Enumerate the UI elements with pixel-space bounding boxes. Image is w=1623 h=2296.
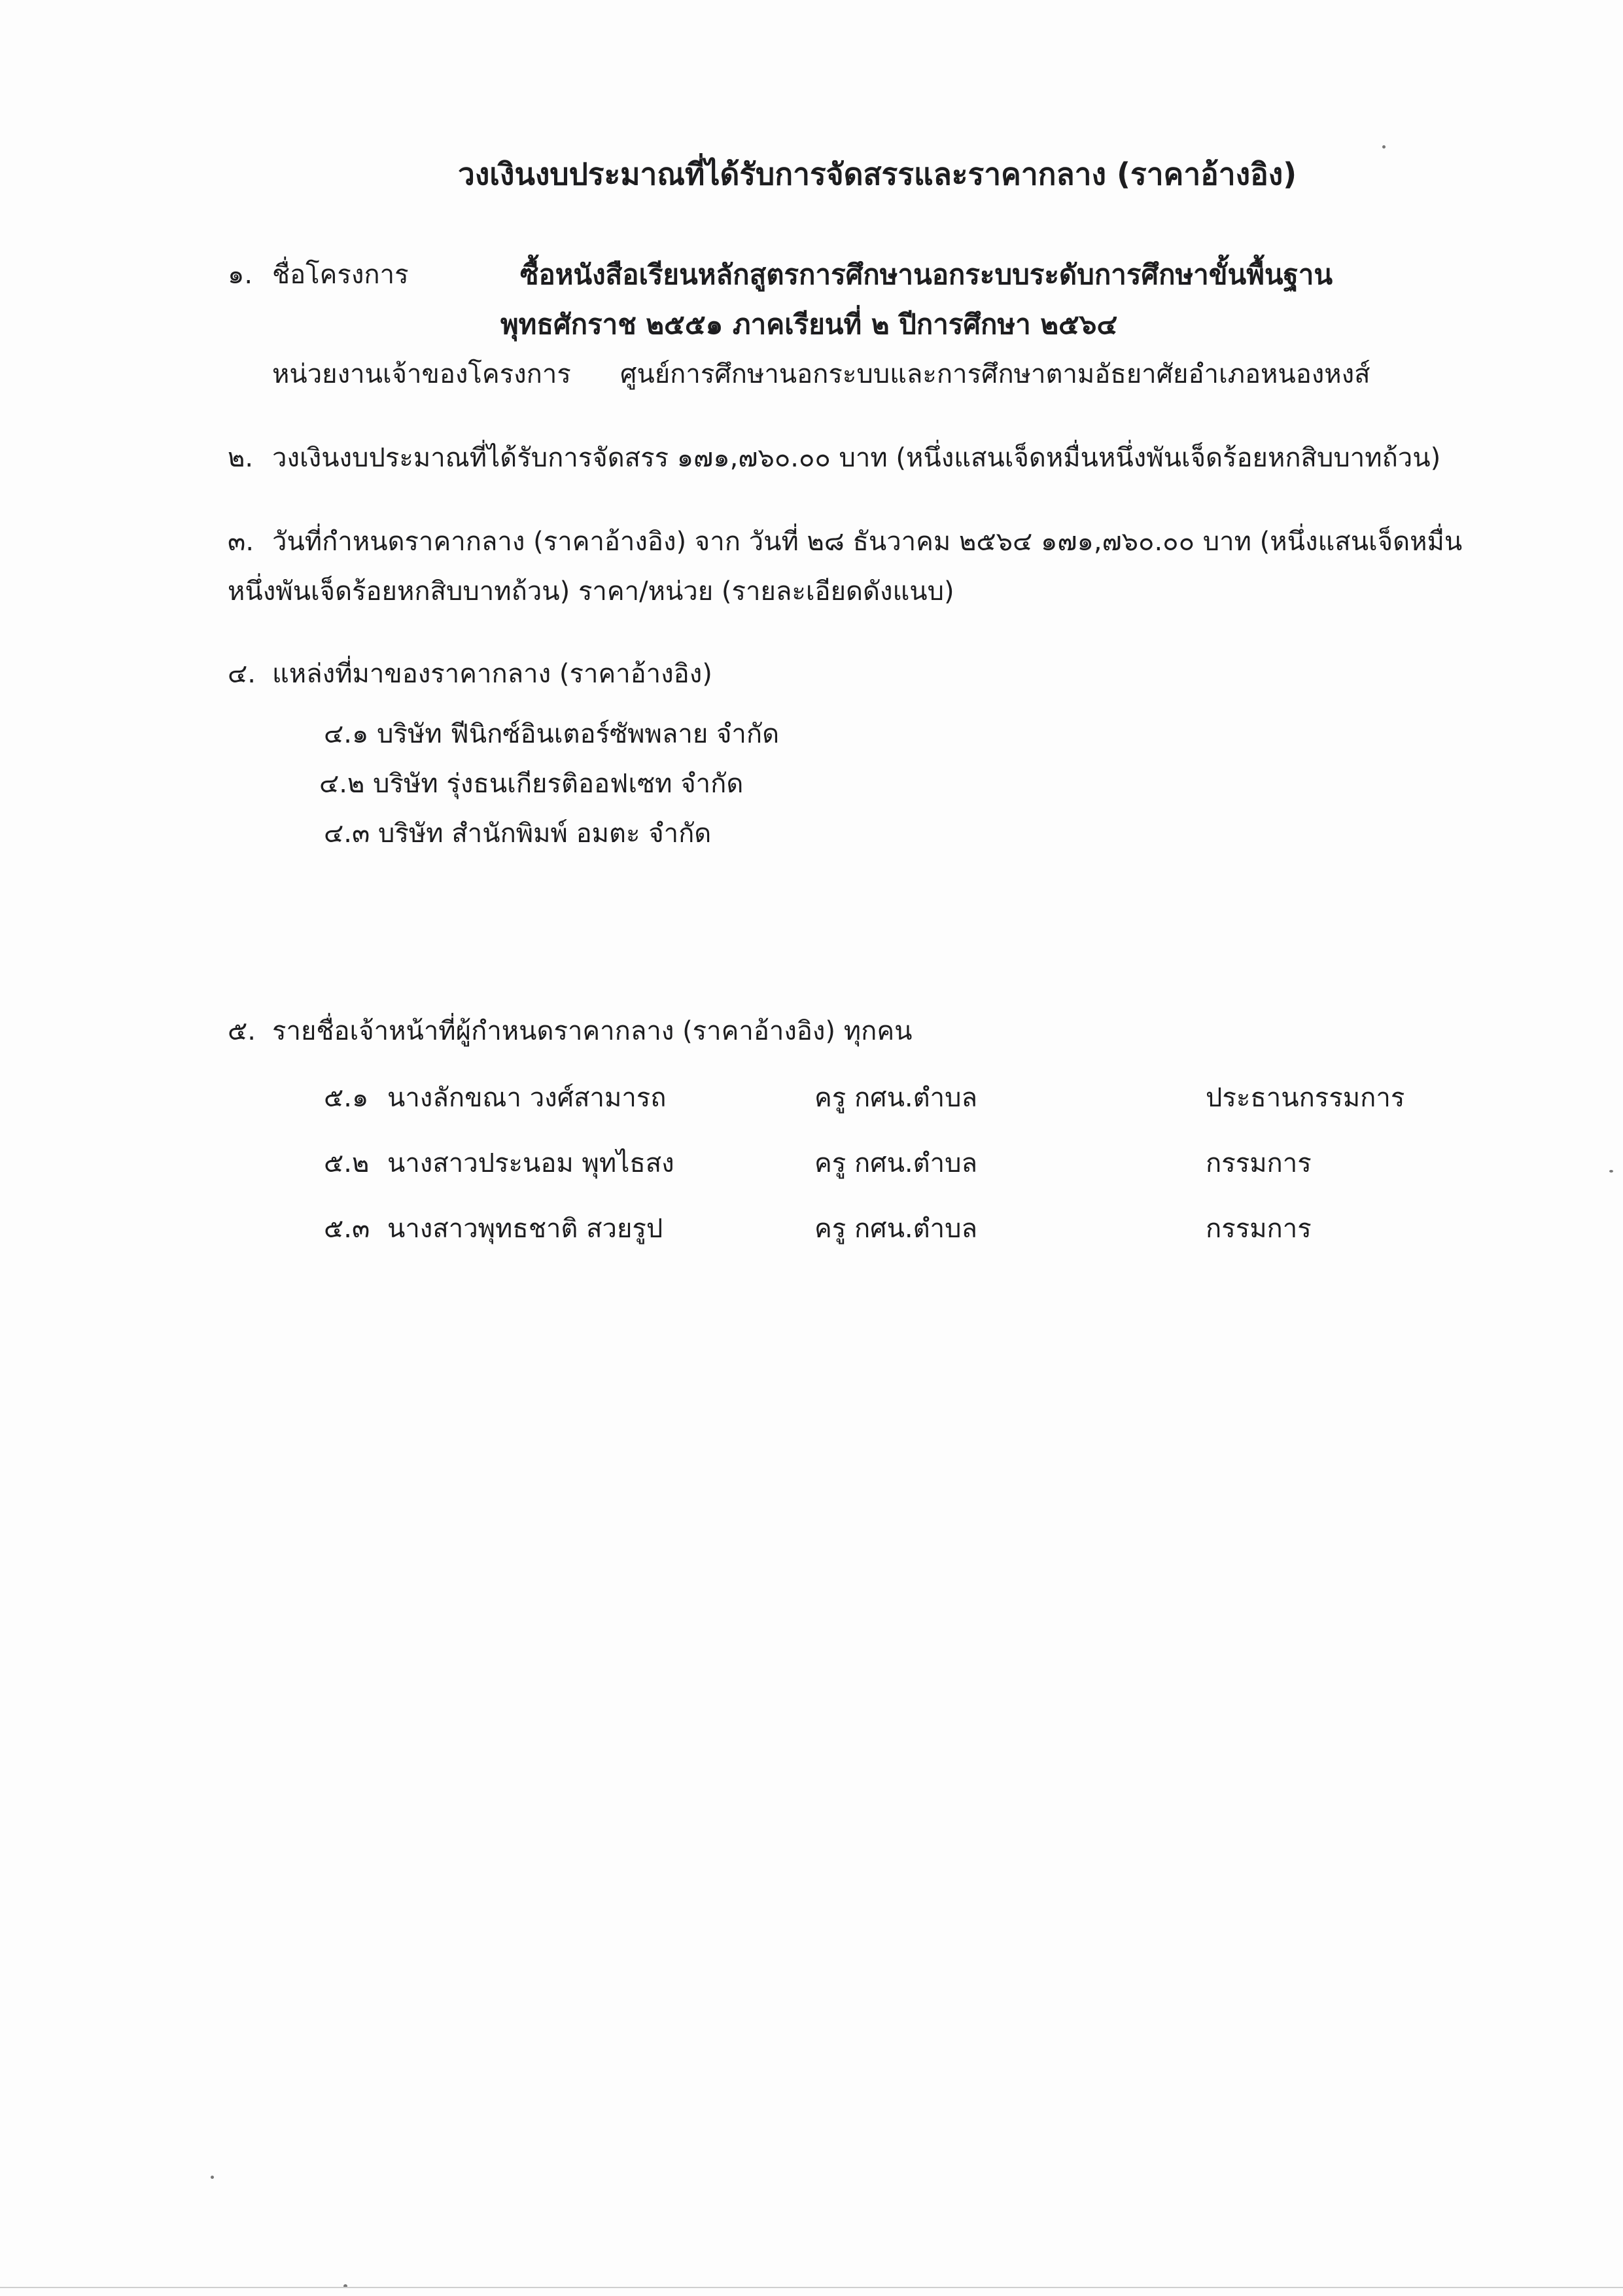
committee-member-position: ครู กศน.ตำบล	[814, 1214, 977, 1244]
project-name-line2: พุทธศักราช ๒๕๕๑ ภาคเรียนที่ ๒ ปีการศึกษา ๒๕๖๔	[500, 308, 1118, 340]
scan-speck	[1609, 1170, 1613, 1173]
scan-speck	[1382, 145, 1386, 149]
project-owner-value: ศูนย์การศึกษานอกระบบและการศึกษาตามอัธยาศัยอำเภอหนองหงส์	[620, 359, 1370, 389]
reference-price-date-line2: หนึ่งพันเจ็ดร้อยหกสิบบาทถ้วน) ราคา/หน่วย (รายละเอียดดังแนบ)	[228, 576, 954, 607]
section2-number: ๒.	[228, 443, 254, 473]
committee-member-position: ครู กศน.ตำบล	[814, 1083, 977, 1113]
committee-member-number: ๕.๓	[324, 1214, 370, 1244]
section1-number: ๑.	[228, 260, 253, 290]
price-source-item: ๔.๒ บริษัท รุ่งธนเกียรติออฟเซท จำกัด	[319, 769, 744, 799]
section4-number: ๔.	[228, 659, 256, 689]
committee-member-number: ๕.๒	[324, 1148, 370, 1178]
price-source-item: ๔.๓ บริษัท สำนักพิมพ์ อมตะ จำกัด	[324, 819, 712, 849]
document-title: วงเงินงบประมาณที่ได้รับการจัดสรรและราคากลาง (ราคาอ้างอิง)	[458, 156, 1297, 192]
committee-member-role: กรรมการ	[1206, 1214, 1312, 1244]
project-name-line1: ซื้อหนังสือเรียนหลักสูตรการศึกษานอกระบบระดับการศึกษาขั้นพื้นฐาน	[520, 258, 1333, 291]
section5-number: ๕.	[228, 1016, 256, 1046]
project-owner-label: หน่วยงานเจ้าของโครงการ	[272, 359, 571, 389]
committee-member-name: นางลักขณา วงศ์สามารถ	[387, 1083, 667, 1113]
committee-member-role: กรรมการ	[1206, 1148, 1312, 1178]
committee-member-name: นางสาวพุทธชาติ สวยรูป	[387, 1214, 663, 1244]
scan-speck	[211, 2176, 214, 2179]
committee-member-position: ครู กศน.ตำบล	[814, 1148, 977, 1178]
price-source-item: ๔.๑ บริษัท ฟีนิกซ์อินเตอร์ซัพพลาย จำกัด	[324, 719, 780, 749]
committee-member-number: ๕.๑	[324, 1083, 369, 1113]
scan-bottom-edge	[0, 2287, 1623, 2288]
price-sources-heading: แหล่งที่มาของราคากลาง (ราคาอ้างอิง)	[272, 659, 712, 689]
section1-label: ชื่อโครงการ	[272, 260, 409, 290]
committee-heading: รายชื่อเจ้าหน้าที่ผู้กำหนดราคากลาง (ราคาอ้างอิง) ทุกคน	[272, 1016, 913, 1046]
committee-member-name: นางสาวประนอม พุทไธสง	[387, 1148, 674, 1178]
section3-number: ๓.	[228, 527, 254, 557]
reference-price-date-line1: วันที่กำหนดราคากลาง (ราคาอ้างอิง) จาก วันที่ ๒๘ ธันวาคม ๒๕๖๔ ๑๗๑,๗๖๐.๐๐ บาท (หนึ่งแสนเจ็ดหมื่น	[272, 527, 1463, 557]
budget-allocation-text: วงเงินงบประมาณที่ได้รับการจัดสรร ๑๗๑,๗๖๐.๐๐ บาท (หนึ่งแสนเจ็ดหมื่นหนึ่งพันเจ็ดร้อยหกสิบบาทถ้วน)	[272, 443, 1441, 473]
committee-member-role: ประธานกรรมการ	[1206, 1083, 1405, 1113]
